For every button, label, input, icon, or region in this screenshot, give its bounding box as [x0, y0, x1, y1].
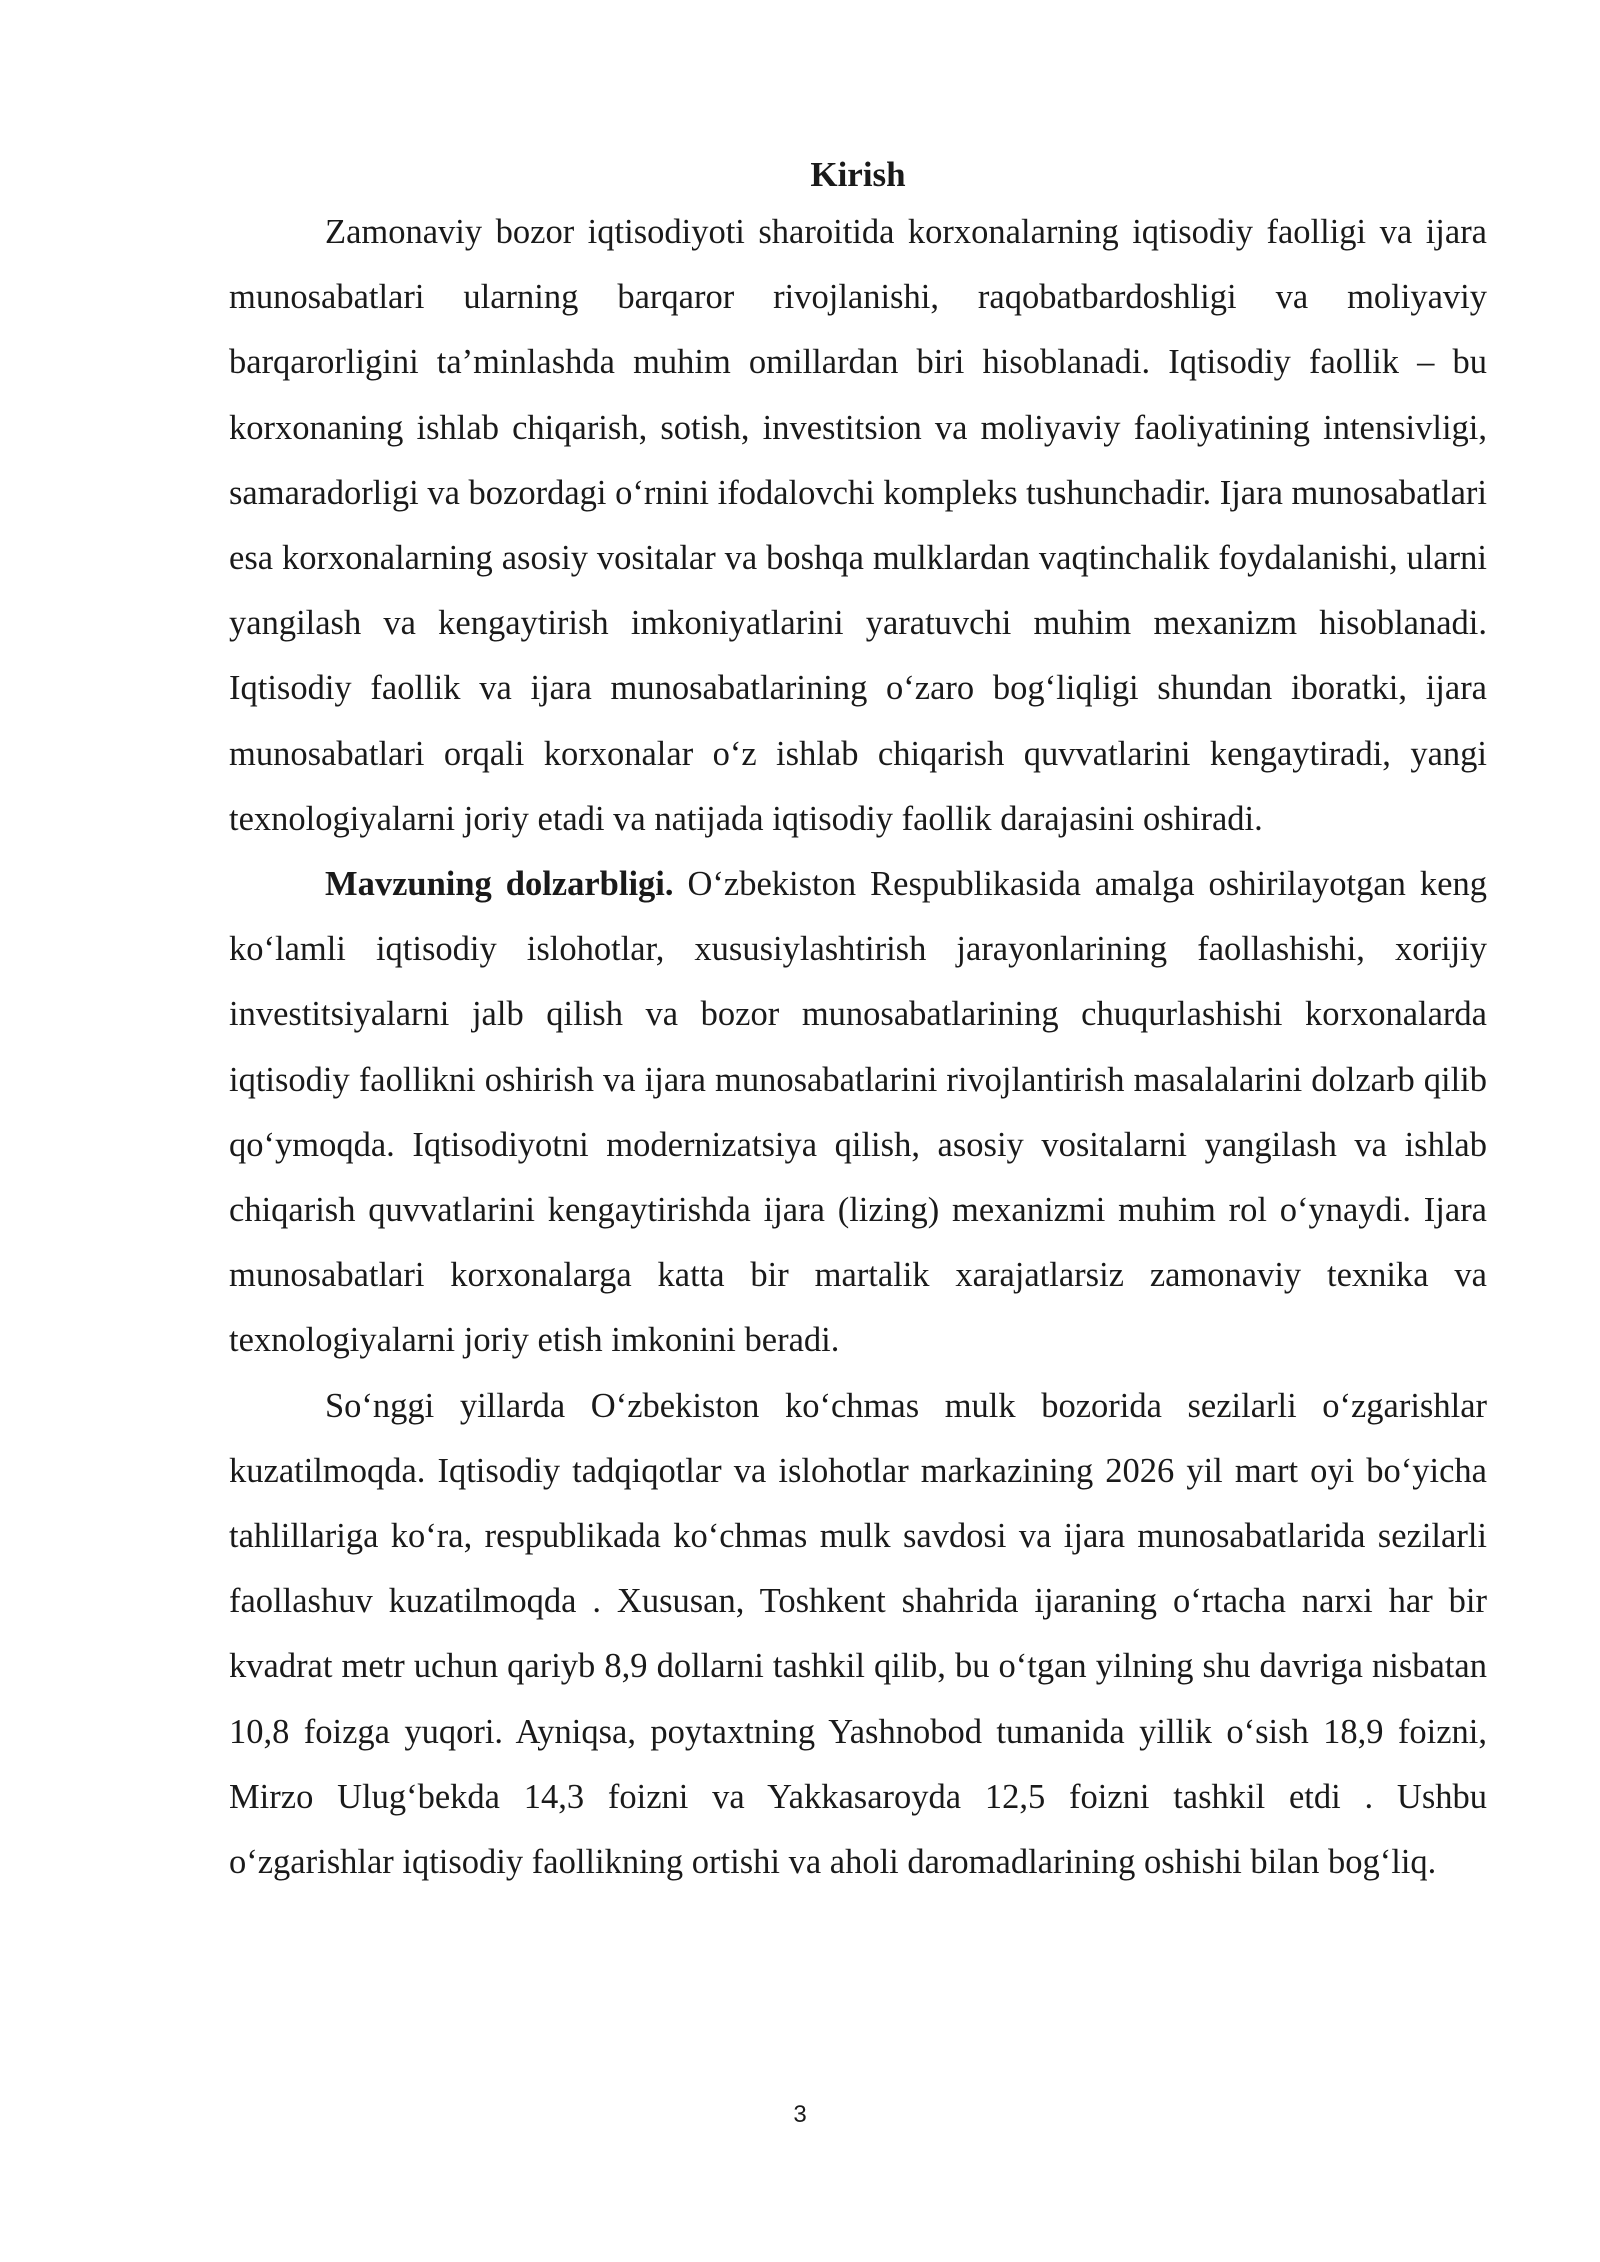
paragraph-relevance [229, 852, 1487, 1374]
paragraph-text: O‘zbekiston Respublikasida amalga oshirilayotgan keng ko‘lamli iqtisodiy islohotlar, xususiylashtirish jarayonlarining faollashishi, xorijiy investitsiyalarni jalb qilish va bozor munosabatlarining chuqurlashishi korxonalarda iqtisodiy faollikni oshirish va ijara munosabatlarini rivojlantirish masalalarini dolzarb qilib qo‘ymoqda. Iqtisodiyotni modernizatsiya qilish, asosiy vositalarni yangilash va ishlab chiqarish quvvatlarini kengaytirishda ijara (lizing) mexanizmi muhim rol o‘ynaydi. Ijara munosabatlari korxonalarga katta bir martalik xarajatlarsiz zamonaviy texnika va texnologiyalarni joriy etish imkonini beradi. [229, 865, 1487, 1360]
paragraph-introduction [229, 200, 1487, 852]
section-title: Kirish [810, 155, 906, 194]
paragraph-text: So‘nggi yillarda O‘zbekiston ko‘chmas mulk bozorida sezilarli o‘zgarishlar kuzatilmoqda. Iqtisodiy tadqiqotlar va islohotlar markazining 2026 yil mart oyi bo‘yicha tahlillariga ko‘ra, respublikada ko‘chmas mulk savdosi va ijara munosabatlarida sezilarli faollashuv kuzatilmoqda . Xususan, Toshkent shahrida ijaraning o‘rtacha narxi har bir kvadrat metr uchun qariyb 8,9 dollarni tashkil qilib, bu o‘tgan yilning shu davriga nisbatan 10,8 foizga yuqori. Ayniqsa, poytaxtning Yashnobod tumanida yillik o‘sish 18,9 foizni, Mirzo Ulug‘bekda 14,3 foizni va Yakkasaroyda 12,5 foizni tashkil etdi . Ushbu o‘zgarishlar iqtisodiy faollikning ortishi va aholi daromadlarining oshishi bilan bog‘liq. [229, 1386, 1487, 1882]
page-number: 3 [793, 2101, 807, 2128]
paragraph-text: Zamonaviy bozor iqtisodiyoti sharoitida korxonalarning iqtisodiy faolligi va ijara munosabatlari ularning barqaror rivojlanishi, raqobatbardoshligi va moliyaviy barqarorligini ta’minlashda muhim omillardan biri hisoblanadi. Iqtisodiy faollik – bu korxonaning ishlab chiqarish, sotish, investitsion va moliyaviy faoliyatining intensivligi, samaradorligi va bozordagi o‘rnini ifodalovchi kompleks tushunchadir. Ijara munosabatlari esa korxonalarning asosiy vositalar va boshqa mulklardan vaqtinchalik foydalanishi, ularni yangilash va kengaytirish imkoniyatlarini yaratuvchi muhim mexanizm hisoblanadi. Iqtisodiy faollik va ijara munosabatlarining o‘zaro bog‘liqligi shundan iboratki, ijara munosabatlari orqali korxonalar o‘z ishlab chiqarish quvvatlarini kengaytiradi, yangi texnologiyalarni joriy etadi va natijada iqtisodiy faollik darajasini oshiradi. [229, 213, 1487, 838]
paragraph-market-changes [229, 1374, 1487, 1896]
document-body [229, 150, 1487, 1895]
paragraph-lead-heading: Mavzuning dolzarbligi. [325, 865, 674, 904]
